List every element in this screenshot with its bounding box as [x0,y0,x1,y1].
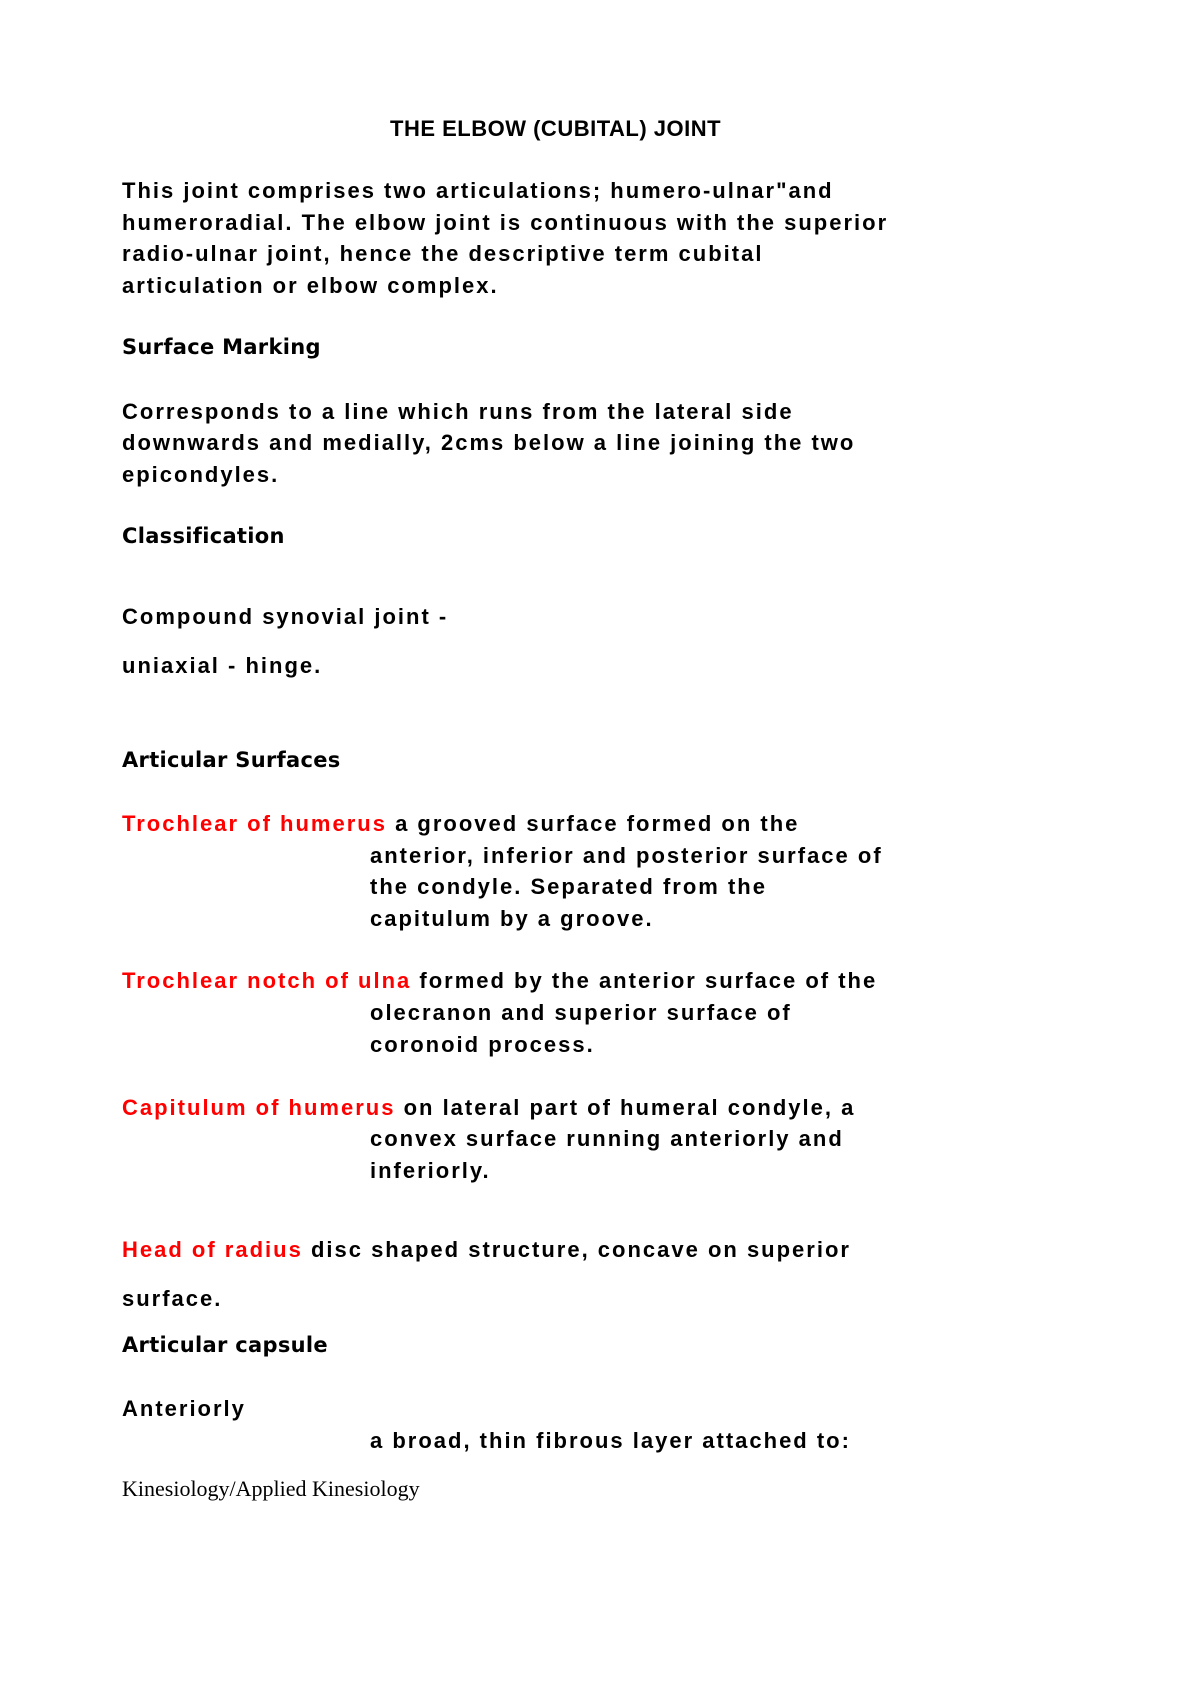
entry-description: a grooved surface formed on the [395,811,800,836]
articular-entry [122,1239,851,1261]
classification-line: uniaxial - hinge. [122,653,323,678]
entry-description: formed by the anterior surface of the [419,968,878,993]
intro-line: This joint comprises two articulations; humero-ulnar"and [122,178,834,203]
entry-description: disc shaped structure, concave on superior [310,1237,851,1262]
articular-entry [122,813,799,835]
classification-line: Compound synovial joint - [122,604,449,629]
section-heading-classification: Classification [122,524,285,548]
entry-description-line: the condyle. Separated from the [370,874,767,899]
entry-description-line: olecranon and superior surface of [370,1000,792,1025]
intro-line: humeroradial. The elbow joint is continuous with the superior [122,210,889,235]
surface-marking-line: Corresponds to a line which runs from the lateral side [122,399,794,424]
page-footer: Kinesiology/Applied Kinesiology [122,1476,420,1501]
section-heading-articular-capsule: Articular capsule [122,1333,328,1357]
entry-description-line: convex surface running anteriorly and [370,1126,844,1151]
surface-marking-line: downwards and medially, 2cms below a line joining the two [122,430,856,455]
section-heading-surface-marking: Surface Marking [122,335,321,359]
anatomical-term: Capitulum of humerus [122,1095,396,1120]
intro-line: articulation or elbow complex. [122,273,499,298]
entry-description-line: surface. [122,1286,223,1311]
entry-description-line: inferiorly. [370,1158,491,1183]
articular-entry [122,970,877,992]
surface-marking-line: epicondyles. [122,462,280,487]
intro-line: radio-ulnar joint, hence the descriptive term cubital [122,241,764,266]
capsule-description-line: a broad, thin fibrous layer attached to: [370,1428,851,1453]
entry-description-line: coronoid process. [370,1032,595,1057]
entry-description-line: anterior, inferior and posterior surface of [370,843,883,868]
page-title: THE ELBOW (CUBITAL) JOINT [390,116,722,141]
anatomical-term: Head of radius [122,1237,303,1262]
subheading-anteriorly: Anteriorly [122,1396,246,1421]
articular-entry [122,1097,855,1119]
section-heading-articular-surfaces: Articular Surfaces [122,748,341,772]
anatomical-term: Trochlear of humerus [122,811,387,836]
anatomical-term: Trochlear notch of ulna [122,968,412,993]
entry-description-line: capitulum by a groove. [370,906,654,931]
entry-description: on lateral part of humeral condyle, a [403,1095,856,1120]
